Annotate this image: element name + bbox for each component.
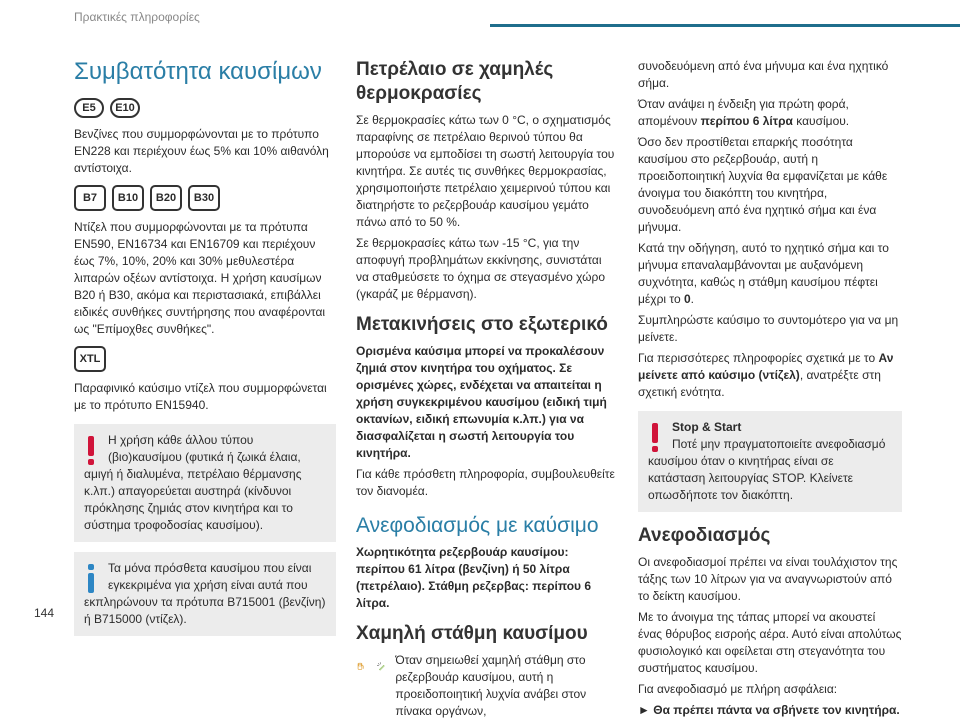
info-icon xyxy=(84,562,98,594)
column-3 xyxy=(638,58,902,723)
petrol-badges xyxy=(74,98,336,118)
fuel-pump-icon xyxy=(356,652,366,680)
refuel-paragraph-2: Με το άνοιγμα της τάπας μπορεί να ακουστεί ένας θόρυβος εισροής αέρα. Αυτό είναι απολύτως φυσιολογικό και οφείλεται στη στεγανότητα του συστήματος καυσίμου. xyxy=(638,610,902,675)
stop-start-content xyxy=(648,419,892,504)
fuel-badge-e5-icon: E5 xyxy=(74,98,104,118)
fuel-badge-b20-icon: B20 xyxy=(150,185,182,211)
low-fuel-row xyxy=(356,652,616,720)
diesel-badges xyxy=(74,185,336,211)
fuel-badge-b10-icon: B10 xyxy=(112,185,144,211)
fuel-badge-b7-icon: B7 xyxy=(74,185,106,211)
info-text: Τα μόνα πρόσθετα καυσίμου που είναι εγκεκριμένα για χρήση είναι αυτά που εκπληρώνουν τα πρότυπα B715001 (βενζίνη) ή B715000 (ντίζελ). xyxy=(84,561,326,626)
header-section-label: Πρακτικές πληροφορίες xyxy=(74,10,200,24)
col3-paragraph-4: Κατά την οδήγηση, αυτό το ηχητικό σήμα και το μήνυμα επαναλαμβάνονται με αυξανόμενη συχνότητα, καθώς η στάθμη καυσίμου πέφτει μέχρι το 0. xyxy=(638,241,889,306)
section-title-fuel-compatibility: Συμβατότητα καυσίμων xyxy=(74,58,322,85)
col3-paragraph-5: Συμπληρώστε καύσιμο το συντομότερο για να μη μείνετε. xyxy=(638,313,899,344)
cold-paragraph-1: Σε θερμοκρασίες κάτω των 0 °C, ο σχηματισμός παραφίνης σε πετρέλαιο θερινού τύπου θα μπορούσε να εμποδίσει τη σωστή λειτουργία του κινητήρα. Σε αυτές τις συνθήκες θερμοκρασίας, χρησιμοποιήστε πετρέλαιο χειμερινού τύπου και διατηρήστε το ρεζερβουάρ καυσίμου γεμάτο πάνω από το 50 %. xyxy=(356,113,615,229)
step-arrow-icon: ► xyxy=(638,703,650,717)
col3-paragraph-1: συνοδευόμενη από ένα μήνυμα και ένα ηχητικό σήμα. xyxy=(638,59,889,90)
travel-text: Για κάθε πρόσθετη πληροφορία, συμβουλευθείτε τον διανομέα. xyxy=(356,467,615,498)
section-title-travel-abroad: Μετακινήσεις στο εξωτερικό xyxy=(356,314,608,335)
info-notice xyxy=(74,552,336,636)
low-fuel-text: Όταν σημειωθεί χαμηλή στάθμη στο ρεζερβουάρ καυσίμου, αυτή η προειδοποιητική λυχνία ανάβει στον πίνακα οργάνων, xyxy=(395,653,587,718)
stop-start-notice xyxy=(638,411,902,512)
section-title-refuelling: Ανεφοδιασμός με καύσιμο xyxy=(356,514,599,537)
petrol-text: Βενζίνες που συμμορφώνονται με το πρότυπο EN228 και περιέχουν έως 5% και 10% αιθανόλη αντίστοιχα. xyxy=(74,127,329,175)
column-1 xyxy=(74,58,336,644)
warning-text: Η χρήση κάθε άλλου τύπου (βιο)καυσίμου (φυτικά ή ζωικά έλαια, αμιγή ή διαλυμένα, πετρέλαιο θέρμανσης κ.λπ.) απαγορεύεται αυστηρά (κίνδυνοι πρόκλησης ζημιάς στον κινητήρα και το σύστημα τροφοδοσίας καυσίμου). xyxy=(84,433,302,532)
col3-paragraph-2: Όταν ανάψει η ένδειξη για πρώτη φορά, απομένουν περίπου 6 λίτρα καυσίμου. xyxy=(638,97,850,128)
section-title-low-fuel: Χαμηλή στάθμη καυσίμου xyxy=(356,623,588,644)
sound-signal-icon xyxy=(376,652,386,680)
column-2 xyxy=(356,58,616,720)
refuel-paragraph-1: Οι ανεφοδιασμοί πρέπει να είναι τουλάχιστον της τάξης των 10 λίτρων για να αναγνωριστούν από το δείκτη καυσίμου. xyxy=(638,555,898,603)
cold-paragraph-2: Σε θερμοκρασίες κάτω των -15 °C, για την αποφυγή προβλημάτων εκκίνησης, συνιστάται να σταθμεύσετε το όχημα σε στεγασμένο χώρο (γκαράζ με θέρμανση). xyxy=(356,236,605,301)
refuel-paragraph-3: Για ανεφοδιασμό με πλήρη ασφάλεια: xyxy=(638,682,838,696)
col3-paragraph-3: Όσο δεν προστίθεται επαρκής ποσότητα καυσίμου στο ρεζερβουάρ, αυτή η προειδοποιητική λυχνία θα εμφανίζεται με κάθε άνοιγμα του διακόπτη του κινητήρα, συνοδευόμενη από ένα ηχητικό σήμα και ένα μήνυμα. xyxy=(638,135,888,234)
warning-exclamation-icon xyxy=(84,434,98,466)
header-accent-bar xyxy=(490,24,960,27)
tank-capacity-text: Χωρητικότητα ρεζερβουάρ καυσίμου: περίπου 61 λίτρα (βενζίνη) ή 50 λίτρα (πετρέλαιο). Στάθμη ρεζερβας: περίπου 6 λίτρα. xyxy=(356,545,592,610)
page-number: 144 xyxy=(34,606,55,620)
fuel-badge-xtl-icon: XTL xyxy=(74,346,106,372)
fuel-badge-b30-icon: B30 xyxy=(188,185,220,211)
section-title-cold-diesel: Πετρέλαιο σε χαμηλές θερμοκρασίες xyxy=(356,59,554,104)
stop-start-title: Stop & Start xyxy=(672,420,742,434)
col3-paragraph-6: Για περισσότερες πληροφορίες σχετικά με το Αν μείνετε από καύσιμο (ντίζελ), ανατρέξτε στη σχετική ενότητα. xyxy=(638,351,894,399)
refuel-step-1: ► Θα πρέπει πάντα να σβήνετε τον κινητήρα. xyxy=(638,703,900,717)
warning-notice xyxy=(74,424,336,542)
stop-start-text: Ποτέ μην πραγματοποιείτε ανεφοδιασμό καυσίμου όταν ο κινητήρας είναι σε κατάσταση λειτουργίας STOP. Κλείνετε οπωσδήποτε τον διακόπτη. xyxy=(648,437,886,502)
fuel-badge-e10-icon: E10 xyxy=(110,98,140,118)
travel-bold-text: Ορισμένα καύσιμα μπορεί να προκαλέσουν ζημιά στον κινητήρα του οχήματος. Σε ορισμένες χώρες, ενδέχεται να απαιτείται η χρήση συγκεκριμένου καυσίμου (ειδική τιμή οκτανίων, ειδική επωνυμία κ.λπ.) για να διασφαλίζεται η σωστή λειτουργία του κινητήρα. xyxy=(356,344,607,460)
xtl-text: Παραφινικό καύσιμο ντίζελ που συμμορφώνεται με το πρότυπο EN15940. xyxy=(74,381,327,412)
section-title-refuel: Ανεφοδιασμός xyxy=(638,525,771,546)
warning-exclamation-icon xyxy=(648,421,662,453)
diesel-text: Ντίζελ που συμμορφώνονται με τα πρότυπα EN590, EN16734 και EN16709 και περιέχουν έως 7%, 10%, 20% και 30% μεθυλεστέρα λιπαρών οξέων αντίστοιχα. Η χρήση καυσίμων B20 ή B30, ακόμα και περιστασιακά, επιβάλλει ειδικές συνθήκες συντήρησης που αναφέρονται ως "Επίμοχθες συνθήκες". xyxy=(74,220,326,336)
xtl-badges xyxy=(74,346,336,372)
